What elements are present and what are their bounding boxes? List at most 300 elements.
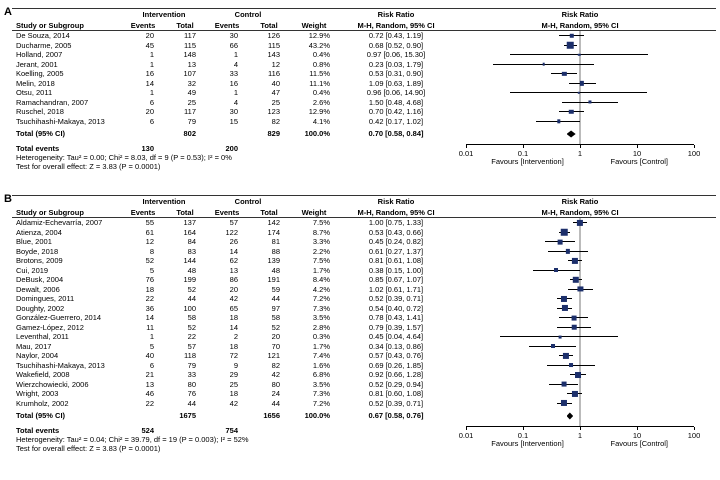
plot-cell [454, 218, 706, 228]
axis-tick-label: 0.1 [517, 430, 529, 440]
axis [458, 144, 701, 158]
study-name: Doughty, 2002 [16, 303, 65, 313]
risk-ratio-ci-text: 0.57 [0.43, 0.76] [368, 351, 424, 360]
control-group-header: Control [234, 10, 262, 19]
total-n-control: 1656 [263, 411, 280, 420]
point-estimate-square [572, 325, 577, 330]
total-control: 20 [271, 332, 280, 341]
events-control: 18 [229, 313, 238, 322]
risk-ratio-ci-text: 1.02 [0.61, 1.71] [368, 284, 424, 294]
weight-column-header: Weight [301, 208, 327, 217]
events-intervention: 36 [145, 303, 154, 313]
study-name: Dewalt, 2006 [16, 284, 60, 294]
weight: 7.5% [312, 218, 330, 227]
events-control: 72 [229, 351, 238, 360]
events-control: 86 [229, 275, 238, 284]
total-control: 48 [271, 265, 280, 275]
weight: 2.8% [312, 322, 330, 332]
intervention-group-header: Intervention [142, 10, 186, 19]
total-n-intervention: 1675 [179, 411, 196, 420]
study-row [12, 351, 716, 361]
forest-panel [4, 8, 716, 171]
total-control: 25 [271, 97, 280, 107]
risk-ratio-ci-text: 0.53 [0.43, 0.66] [368, 227, 424, 237]
events-intervention-column-header: Events [130, 208, 156, 217]
plot-cell [454, 380, 706, 390]
plot-cell [454, 60, 706, 70]
events-control: 1 [233, 50, 238, 59]
study-name: Krumholz, 2002 [16, 398, 69, 408]
total-control-column-header: Total [260, 208, 278, 217]
risk-ratio-ci-text: 1.09 [0.63, 1.89] [368, 78, 424, 88]
events-intervention: 21 [145, 370, 154, 379]
point-estimate-square [566, 249, 570, 253]
study-name: Gamez-López, 2012 [16, 322, 84, 332]
events-control: 15 [229, 116, 238, 126]
total-intervention: 164 [183, 227, 196, 237]
events-intervention: 52 [145, 256, 154, 265]
events-control: 33 [229, 69, 238, 78]
weight: 8.4% [312, 275, 330, 284]
panels-container [4, 8, 716, 453]
total-intervention: 79 [187, 360, 196, 370]
total-intervention: 199 [183, 275, 196, 284]
total-intervention: 115 [184, 40, 196, 50]
total-plot-cell [454, 129, 706, 139]
risk-ratio-ci-text: 0.92 [0.66, 1.28] [368, 370, 424, 379]
total-control: 24 [271, 389, 280, 398]
total-control: 44 [271, 294, 280, 303]
plot-cell [454, 247, 706, 257]
axis-tick-label: 100 [687, 430, 701, 440]
study-name: Mau, 2017 [16, 341, 52, 351]
total-control: 142 [267, 218, 280, 227]
total-intervention-column-header: Total [176, 21, 194, 30]
group-header-spacer [12, 9, 122, 20]
risk-ratio-ci-text: 1.00 [0.75, 1.33] [368, 218, 424, 227]
total-intervention: 117 [184, 107, 196, 116]
ci-plot-column-header: M-H, Random, 95% CI [541, 208, 619, 217]
favours-labels [466, 439, 694, 449]
total-intervention: 117 [184, 31, 196, 40]
total-events-label: Total events [16, 426, 60, 435]
events-control: 62 [229, 256, 238, 265]
total-diamond [567, 131, 576, 138]
events-control: 18 [229, 341, 238, 351]
events-intervention: 6 [149, 360, 154, 370]
events-control: 30 [229, 31, 238, 40]
study-row [12, 88, 716, 98]
group-header-weight-spacer [290, 196, 338, 207]
overall-effect-text: Test for overall effect: Z = 3.83 (P = 0.0001) [16, 162, 161, 171]
total-ci-text: 0.67 [0.58, 0.76] [368, 411, 424, 420]
study-row [12, 50, 716, 60]
study-name: De Souza, 2014 [16, 31, 70, 40]
events-intervention: 5 [149, 265, 154, 275]
weight: 1.7% [312, 265, 330, 275]
axis-tick-label: 0.01 [458, 430, 474, 440]
study-name: Cui, 2019 [16, 265, 49, 275]
footer-left [12, 426, 454, 453]
risk-ratio-ci-text: 0.69 [0.26, 1.85] [368, 360, 424, 370]
events-intervention: 22 [145, 398, 154, 408]
total-n-control: 829 [267, 129, 280, 138]
axis [458, 426, 701, 440]
total-control: 81 [271, 237, 280, 246]
point-estimate-square [569, 363, 573, 367]
plot-cell [454, 50, 706, 60]
study-row [12, 247, 716, 257]
total-control: 97 [271, 303, 280, 313]
risk-ratio-text-group-header: Risk Ratio [377, 197, 415, 206]
total-intervention: 84 [187, 237, 196, 246]
control-group-header: Control [234, 197, 262, 206]
total-events-intervention: 130 [141, 144, 154, 153]
study-row [12, 107, 716, 117]
total-control: 52 [271, 322, 280, 332]
plot-cell [454, 313, 706, 323]
total-n-intervention: 802 [183, 129, 196, 138]
events-intervention: 40 [145, 351, 154, 360]
total-control: 40 [271, 78, 280, 88]
axis-tick-label: 0.01 [458, 148, 474, 158]
total-control: 82 [271, 116, 280, 126]
weight-column-header: Weight [301, 21, 327, 30]
point-estimate-square [567, 42, 574, 49]
favours-labels [466, 157, 694, 167]
total-control: 139 [267, 256, 280, 265]
risk-ratio-ci-text: 0.97 [0.06, 15.30] [366, 50, 426, 59]
favours-intervention-label: Favours [Intervention] [491, 439, 564, 448]
total-control: 115 [268, 40, 280, 50]
point-estimate-square [577, 220, 583, 226]
total-control: 59 [271, 284, 280, 294]
events-intervention: 46 [145, 389, 154, 398]
plot-cell [454, 69, 706, 79]
study-name: Tsuchihashi-Makaya, 2013 [16, 360, 105, 370]
favours-control-label: Favours [Control] [610, 157, 669, 166]
total-weight: 100.0% [304, 411, 330, 420]
ci-text-column-header: M-H, Random, 95% CI [357, 21, 435, 30]
total-intervention: 52 [187, 322, 196, 332]
total-control: 126 [267, 31, 280, 40]
total-events-row [12, 144, 454, 153]
point-estimate-square [562, 72, 566, 76]
total-intervention: 100 [183, 303, 196, 313]
point-estimate-square [542, 63, 545, 66]
total-row [12, 411, 716, 421]
risk-ratio-ci-text: 0.79 [0.39, 1.57] [368, 322, 424, 332]
events-control: 13 [229, 265, 238, 275]
total-intervention: 44 [187, 294, 196, 303]
axis-tick-label: 10 [632, 148, 642, 158]
total-control: 82 [271, 360, 280, 370]
study-name: Domingues, 2011 [16, 294, 75, 303]
events-intervention: 20 [145, 31, 154, 40]
events-control: 9 [233, 360, 238, 370]
total-diamond [567, 413, 574, 420]
total-control: 174 [267, 227, 280, 237]
study-row [12, 294, 716, 304]
study-name: Melin, 2018 [16, 78, 55, 88]
axis-tick-label: 100 [687, 148, 701, 158]
point-estimate-square [588, 101, 591, 104]
events-control: 1 [233, 88, 238, 97]
plot-cell [454, 294, 706, 304]
events-control: 30 [229, 107, 238, 116]
risk-ratio-ci-text: 0.53 [0.31, 0.90] [368, 69, 424, 78]
weight: 0.4% [312, 88, 330, 97]
study-name: Naylor, 2004 [16, 351, 59, 360]
total-intervention: 48 [187, 265, 196, 275]
point-estimate-square [551, 344, 555, 348]
study-row [12, 313, 716, 323]
total-control: 80 [271, 379, 280, 389]
plot-cell [454, 79, 706, 89]
weight: 3.5% [312, 313, 330, 322]
study-row [12, 237, 716, 247]
total-events-ctl-blank [206, 411, 248, 421]
point-estimate-square [571, 315, 576, 320]
point-estimate-square [562, 305, 568, 311]
events-control: 14 [229, 322, 238, 332]
study-row [12, 304, 716, 314]
total-weight: 100.0% [304, 129, 330, 138]
ci-plot-column-header: M-H, Random, 95% CI [541, 21, 619, 30]
total-events-ctl-blank [206, 129, 248, 139]
plot-cell [454, 342, 706, 352]
total-label: Total (95% CI) [16, 411, 66, 420]
total-intervention: 79 [187, 116, 196, 126]
ci-text-column-header: M-H, Random, 95% CI [357, 208, 435, 217]
total-control: 42 [271, 370, 280, 379]
heterogeneity-text: Heterogeneity: Tau² = 0.04; Chi² = 39.79, df = 19 (P = 0.003); I² = 52% [16, 435, 249, 444]
study-name: Otsu, 2011 [16, 88, 53, 97]
study-row [12, 266, 716, 276]
point-estimate-square [554, 268, 558, 272]
total-intervention: 52 [187, 284, 196, 294]
study-name: Wright, 2003 [16, 389, 59, 398]
point-estimate-square [558, 239, 563, 244]
point-estimate-square [578, 92, 580, 94]
weight: 6.8% [312, 370, 330, 379]
weight: 3.5% [312, 379, 330, 389]
risk-ratio-ci-text: 1.50 [0.48, 4.68] [368, 97, 424, 107]
risk-ratio-ci-text: 0.78 [0.43, 1.41] [368, 313, 424, 322]
column-header-row [12, 20, 716, 31]
point-estimate-square [561, 229, 568, 236]
point-estimate-square [572, 258, 578, 264]
events-intervention: 76 [145, 275, 154, 284]
plot-cell [454, 256, 706, 266]
events-intervention: 11 [146, 322, 154, 332]
total-control: 12 [271, 59, 280, 69]
total-events-intervention: 524 [141, 426, 154, 435]
total-intervention: 144 [183, 256, 196, 265]
plot-cell [454, 88, 706, 98]
point-estimate-square [580, 81, 584, 85]
study-row [12, 117, 716, 127]
plot-cell [454, 41, 706, 51]
risk-ratio-ci-text: 0.45 [0.24, 0.82] [368, 237, 424, 246]
weight: 43.2% [308, 40, 330, 50]
study-row [12, 361, 716, 371]
axis-tick-label: 1 [577, 430, 583, 440]
events-control: 29 [229, 370, 238, 379]
plot-cell [454, 266, 706, 276]
panel-footer [12, 426, 716, 453]
total-intervention: 80 [187, 379, 196, 389]
total-intervention: 107 [183, 69, 196, 78]
footer-left [12, 144, 454, 171]
risk-ratio-ci-text: 0.85 [0.67, 1.07] [368, 275, 424, 284]
study-name: Wierzchowiecki, 2006 [16, 379, 89, 389]
plot-cell [454, 285, 706, 295]
plot-cell [454, 117, 706, 127]
risk-ratio-ci-text: 0.54 [0.40, 0.72] [368, 303, 424, 313]
group-header-row [12, 196, 716, 207]
study-row [12, 60, 716, 70]
events-control: 20 [229, 284, 238, 294]
study-row [12, 79, 716, 89]
study-name: Aldamiz-Echevarría, 2007 [16, 218, 103, 227]
study-name: Blue, 2001 [16, 237, 52, 246]
study-name: Ruschel, 2018 [16, 107, 64, 116]
total-events-spacer [164, 426, 206, 435]
heterogeneity-text: Heterogeneity: Tau² = 0.00; Chi² = 8.03, df = 9 (P = 0.53); I² = 0% [16, 153, 232, 162]
risk-ratio-ci-text: 0.70 [0.42, 1.16] [368, 107, 424, 116]
weight: 0.3% [312, 332, 330, 341]
weight: 3.3% [312, 237, 330, 246]
events-intervention: 6 [149, 97, 154, 107]
risk-ratio-ci-text: 0.23 [0.03, 1.79] [368, 59, 424, 69]
plot-cell [454, 98, 706, 108]
total-row [12, 129, 716, 139]
risk-ratio-ci-text: 0.72 [0.43, 1.19] [368, 31, 424, 40]
study-name: González-Guerrero, 2014 [16, 313, 102, 322]
plot-cell [454, 275, 706, 285]
study-row [12, 380, 716, 390]
favours-intervention-label: Favours [Intervention] [491, 157, 564, 166]
weight: 4.2% [312, 284, 330, 294]
study-rows [12, 218, 716, 408]
events-control: 18 [229, 389, 238, 398]
total-intervention: 58 [187, 313, 196, 322]
total-intervention: 118 [184, 351, 196, 360]
risk-ratio-ci-text: 0.52 [0.39, 0.71] [368, 398, 424, 408]
risk-ratio-plot-group-header: Risk Ratio [561, 10, 599, 19]
plot-cell [454, 351, 706, 361]
events-intervention: 55 [145, 218, 154, 227]
total-intervention: 22 [187, 332, 196, 341]
events-intervention: 14 [145, 78, 154, 88]
study-name: Wakefield, 2008 [16, 370, 70, 379]
panel-label: B [4, 193, 12, 205]
plot-cell [454, 399, 706, 409]
study-name: Brotons, 2009 [16, 256, 63, 265]
weight: 1.7% [312, 341, 330, 351]
study-name: Atienza, 2004 [16, 227, 62, 237]
plot-cell [454, 304, 706, 314]
events-control: 57 [229, 218, 238, 227]
risk-ratio-ci-text: 0.52 [0.39, 0.71] [368, 294, 424, 303]
total-ci-text: 0.70 [0.58, 0.84] [368, 129, 424, 138]
events-control: 26 [229, 237, 238, 246]
panel-footer [12, 144, 716, 171]
study-row [12, 370, 716, 380]
study-row [12, 69, 716, 79]
point-estimate-square [572, 391, 578, 397]
point-estimate-square [561, 382, 566, 387]
risk-ratio-text-group-header: Risk Ratio [377, 10, 415, 19]
events-intervention: 45 [145, 40, 154, 50]
point-estimate-square [569, 110, 573, 114]
total-control: 58 [271, 313, 280, 322]
weight: 7.4% [312, 351, 330, 360]
total-events-control: 200 [225, 144, 238, 153]
total-control: 88 [271, 246, 280, 256]
risk-ratio-ci-text: 0.96 [0.06, 14.90] [366, 88, 426, 97]
study-name: Tsuchihashi-Makaya, 2013 [16, 116, 105, 126]
total-intervention: 76 [187, 389, 196, 398]
study-row [12, 256, 716, 266]
total-intervention: 44 [187, 398, 196, 408]
plot-cell [454, 237, 706, 247]
total-events-int-blank [122, 411, 164, 421]
events-intervention: 61 [145, 227, 154, 237]
total-control: 70 [271, 341, 280, 351]
total-plot-cell [454, 411, 706, 421]
events-intervention: 6 [149, 116, 154, 126]
point-estimate-square [561, 296, 567, 302]
total-intervention-column-header: Total [176, 208, 194, 217]
total-events-int-blank [122, 129, 164, 139]
events-control: 66 [229, 40, 238, 50]
study-row [12, 41, 716, 51]
events-control-column-header: Events [214, 208, 240, 217]
study-name: Jerant, 2001 [16, 59, 58, 69]
point-estimate-square [578, 54, 580, 56]
total-events-control: 754 [225, 426, 238, 435]
study-row [12, 218, 716, 228]
point-estimate-square [570, 34, 574, 38]
point-estimate-square [561, 400, 567, 406]
events-intervention: 8 [149, 246, 154, 256]
risk-ratio-ci-text: 0.38 [0.15, 1.00] [368, 265, 424, 275]
axis-tick-label: 0.1 [517, 148, 529, 158]
column-header-row [12, 207, 716, 218]
events-control: 4 [233, 59, 238, 69]
events-control-column-header: Events [214, 21, 240, 30]
axis-tick-label: 1 [577, 148, 583, 158]
panel-label: A [4, 6, 12, 18]
events-control: 122 [225, 227, 238, 237]
total-intervention: 25 [187, 97, 196, 107]
total-control: 123 [267, 107, 280, 116]
study-column-header: Study or Subgroup [16, 208, 84, 217]
total-events-label: Total events [16, 144, 60, 153]
weight: 0.4% [312, 50, 330, 59]
risk-ratio-ci-text: 0.45 [0.04, 4.64] [368, 332, 424, 341]
weight: 7.2% [312, 398, 330, 408]
overall-effect-text: Test for overall effect: Z = 3.83 (P = 0.0001) [16, 444, 161, 453]
study-row [12, 31, 716, 41]
weight: 11.5% [309, 69, 330, 78]
study-row [12, 228, 716, 238]
risk-ratio-ci-text: 0.81 [0.61, 1.08] [368, 256, 424, 265]
weight: 12.9% [308, 31, 330, 40]
events-intervention: 1 [149, 59, 154, 69]
